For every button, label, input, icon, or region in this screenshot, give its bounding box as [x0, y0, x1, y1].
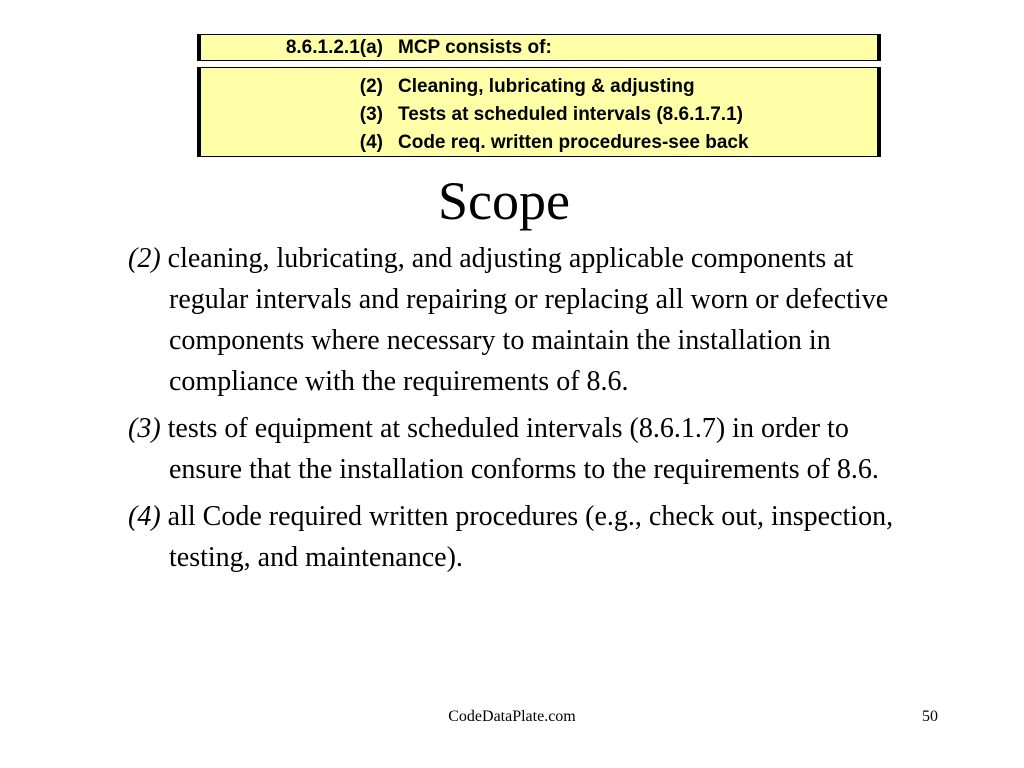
code-item-text: Tests at scheduled intervals (8.6.1.7.1) [398, 104, 743, 125]
code-item-number: (2) [359, 76, 383, 97]
scope-paragraph [128, 496, 928, 578]
code-reference-row [201, 35, 877, 60]
code-item-number: (3) [359, 104, 383, 125]
scope-paragraph [128, 238, 928, 402]
code-item [201, 101, 877, 129]
code-item-text: Code req. written procedures-see back [398, 132, 749, 153]
code-item [201, 129, 877, 157]
code-title: MCP consists of: [398, 37, 552, 58]
code-number: 8.6.1.2.1(a) [285, 37, 383, 58]
scope-paragraph-text: tests of equipment at scheduled intervals (8.6.1.7) in order to ensure that the installation conforms to the requirements of 8.6. [167, 413, 879, 485]
code-reference-items [197, 67, 881, 157]
footer-source: CodeDataPlate.com [448, 708, 576, 725]
page-number: 50 [922, 708, 938, 725]
code-reference-header [197, 34, 881, 61]
scope-paragraph-text: cleaning, lubricating, and adjusting applicable components at regular intervals and repairing or replacing all worn or defective components where necessary to maintain the installation in compliance with the requirements of 8.6. [167, 243, 889, 397]
code-item [201, 73, 877, 101]
scope-paragraph-label: (4) [128, 501, 168, 532]
code-item-number: (4) [359, 132, 383, 153]
scope-paragraph-label: (2) [128, 243, 168, 274]
scope-list [128, 238, 928, 584]
scope-paragraph-label: (3) [128, 413, 168, 444]
slide-title: Scope [438, 171, 570, 231]
scope-paragraph-text: all Code required written procedures (e.g., check out, inspection, testing, and maintenance). [167, 501, 894, 573]
scope-paragraph [128, 408, 928, 490]
code-item-text: Cleaning, lubricating & adjusting [398, 76, 695, 97]
